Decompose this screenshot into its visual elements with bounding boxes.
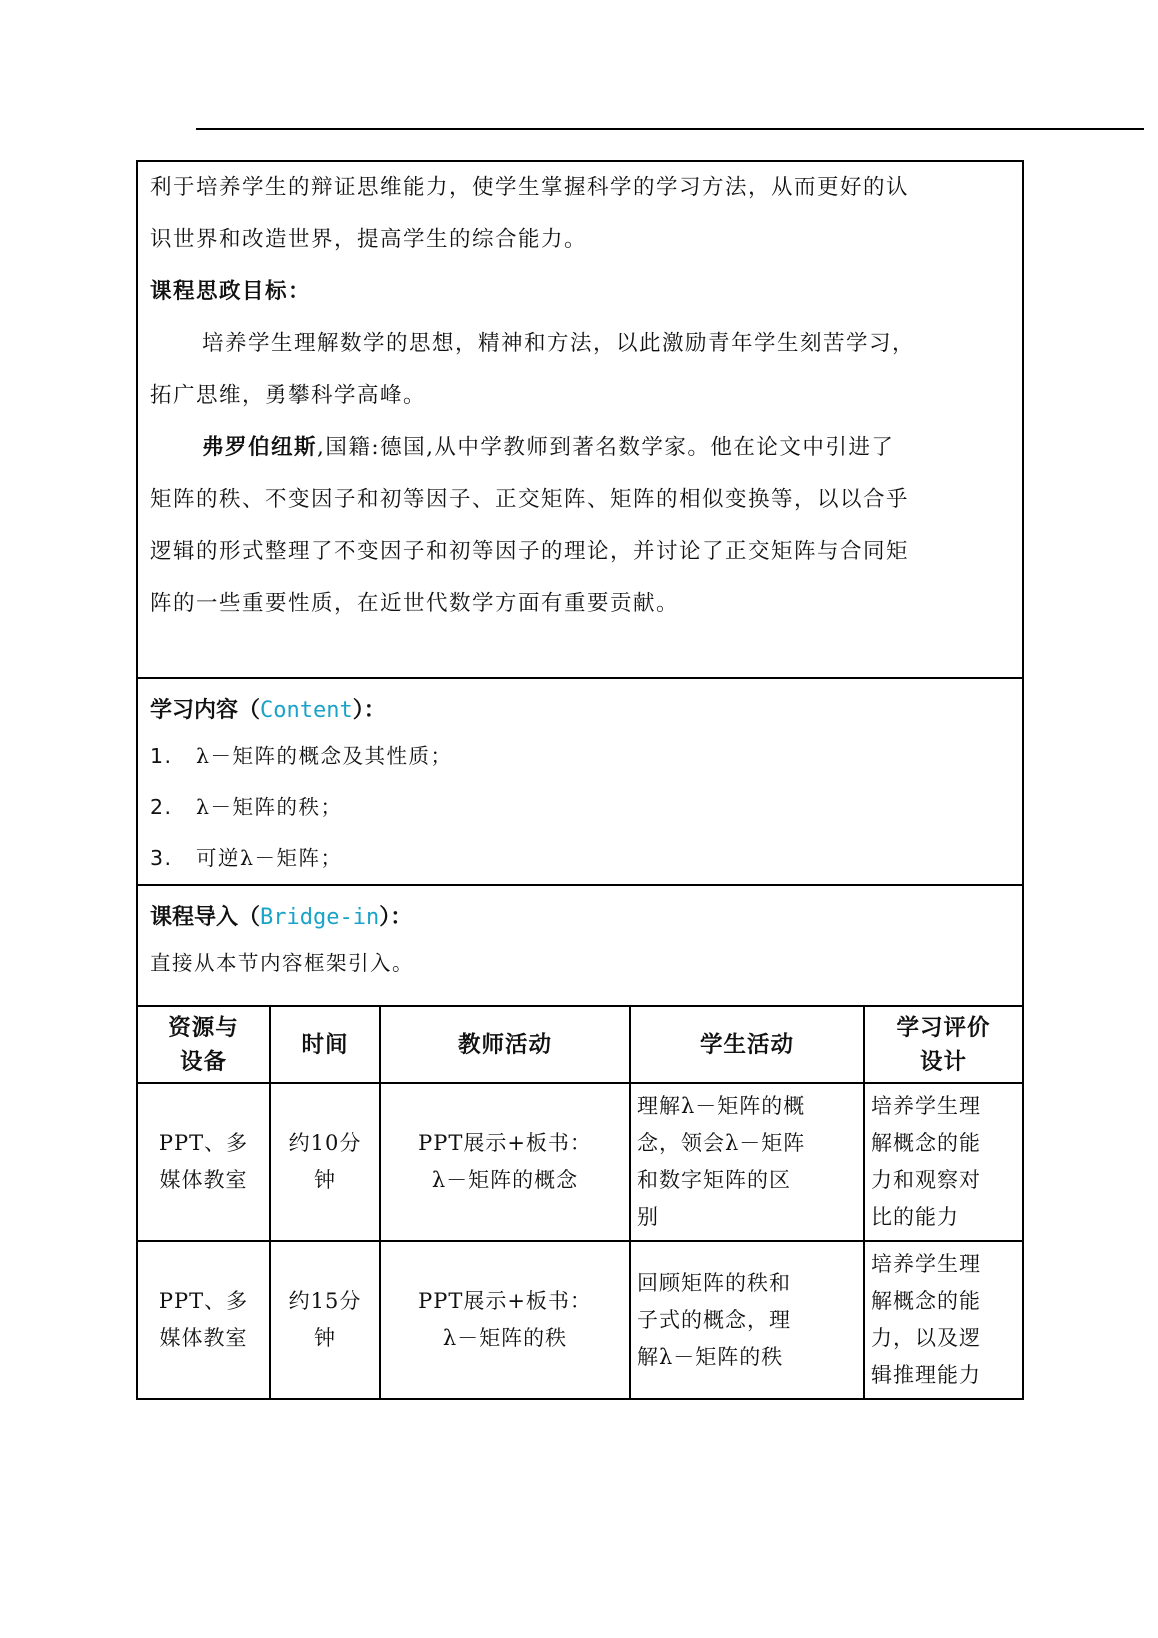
table-row	[138, 1241, 1022, 1399]
header-student-activity: 学生活动	[630, 1007, 864, 1083]
content-item-number: 1.	[150, 744, 173, 768]
content-heading-en: Content	[260, 698, 353, 723]
cell-evaluation: 培养学生理 解概念的能 力，以及逻 辑推理能力	[864, 1241, 1022, 1399]
bridge-heading-end: ）：	[379, 905, 413, 930]
bridge-heading-en: Bridge-in	[260, 905, 380, 930]
mathematician-name: 弗罗伯纽斯	[202, 435, 318, 460]
cell-student-activity: 回顾矩阵的秩和 子式的概念，理 解λ－矩阵的秩	[630, 1241, 864, 1399]
lesson-plan-table	[136, 160, 1024, 1400]
cell-resource: PPT、多 媒体教室	[138, 1083, 270, 1241]
cell-teacher-activity: PPT展示+板书： λ－矩阵的秩	[380, 1241, 630, 1399]
goals-para2-line1: 培养学生理解数学的思想，精神和方法，以此激励青年学生刻苦学习，	[202, 331, 916, 356]
goals-para3-line2: 矩阵的秩、不变因子和初等因子、正交矩阵、矩阵的相似变换等，以以合乎	[150, 487, 910, 512]
cell-resource: PPT、多 媒体教室	[138, 1241, 270, 1399]
content-section	[138, 679, 1022, 886]
content-item-text: λ－矩阵的概念及其性质；	[196, 744, 453, 768]
content-item	[150, 833, 1010, 884]
cell-teacher-activity: PPT展示+板书： λ－矩阵的概念	[380, 1083, 630, 1241]
content-heading-cn: 学习内容（	[150, 698, 261, 723]
cell-time: 约15分 钟	[270, 1241, 380, 1399]
goals-para1-line1: 利于培养学生的辩证思维能力，使学生掌握科学的学习方法，从而更好的认	[150, 175, 910, 200]
content-item	[150, 731, 1010, 782]
goals-para3-line4: 阵的一些重要性质，在近世代数学方面有重要贡献。	[150, 591, 680, 616]
header-evaluation: 学习评价 设计	[864, 1007, 1022, 1083]
ideology-heading: 课程思政目标：	[150, 279, 312, 304]
cell-evaluation: 培养学生理 解概念的能 力和观察对 比的能力	[864, 1083, 1022, 1241]
goals-section	[138, 162, 1022, 679]
content-heading	[150, 679, 1010, 731]
content-item-number: 2.	[150, 795, 173, 819]
goals-para1-line2: 识世界和改造世界，提高学生的综合能力。	[150, 227, 588, 252]
header-resource: 资源与 设备	[138, 1007, 270, 1083]
goals-para3-line1	[150, 422, 1010, 474]
cell-student-activity: 理解λ－矩阵的概 念，领会λ－矩阵 和数字矩阵的区 别	[630, 1083, 864, 1241]
content-heading-end: ）：	[352, 698, 386, 723]
content-item-number: 3.	[150, 846, 173, 870]
cell-time: 约10分 钟	[270, 1083, 380, 1241]
header-time: 时间	[270, 1007, 380, 1083]
bridge-heading	[150, 886, 1010, 938]
content-item	[150, 782, 1010, 833]
activity-table	[138, 1007, 1022, 1400]
header-teacher-activity: 教师活动	[380, 1007, 630, 1083]
table-row	[138, 1083, 1022, 1241]
content-item-text: λ－矩阵的秩；	[196, 795, 343, 819]
bridge-heading-cn: 课程导入（	[150, 905, 261, 930]
content-item-text: 可逆λ－矩阵；	[196, 846, 343, 870]
goals-para3-line1-rest: ,国籍:德国,从中学教师到著名数学家。他在论文中引进了	[317, 435, 895, 460]
activity-header-row	[138, 1007, 1022, 1083]
header-rule	[196, 128, 1144, 130]
bridge-section	[138, 886, 1022, 1007]
goals-para3-line3: 逻辑的形式整理了不变因子和初等因子的理论，并讨论了正交矩阵与合同矩	[150, 539, 910, 564]
goals-para2-line2: 拓广思维，勇攀科学高峰。	[150, 383, 427, 408]
bridge-text: 直接从本节内容框架引入。	[150, 951, 414, 975]
